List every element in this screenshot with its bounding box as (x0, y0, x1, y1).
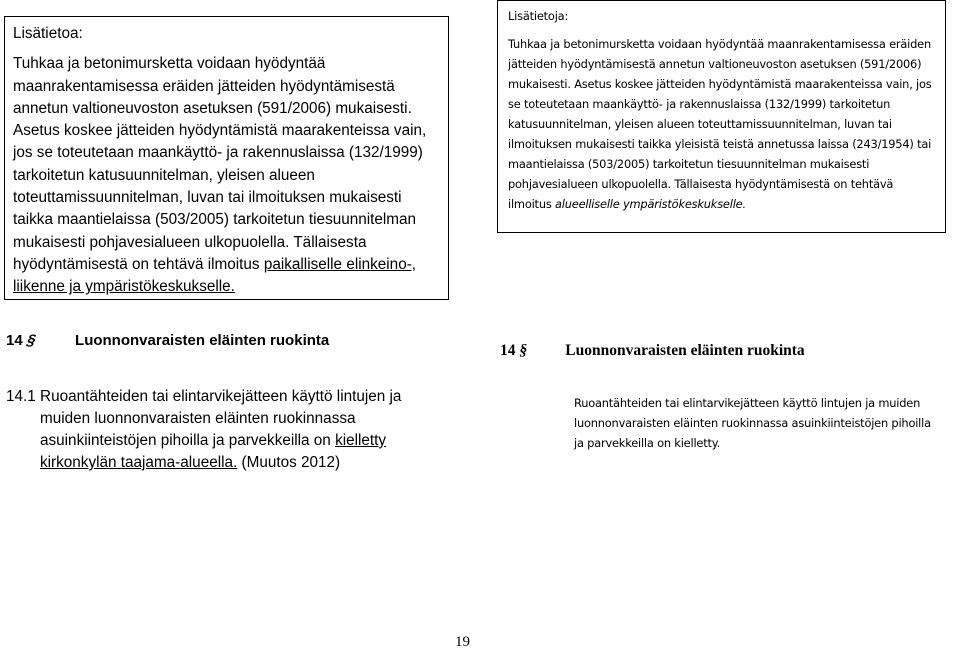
paragraph-link-area[interactable]: kirkonkylän taajama-alueella. (40, 454, 238, 471)
left-info-title: Lisätietoa: (13, 25, 83, 42)
section-number-right: 14 (500, 342, 516, 359)
paragraph-link-kielletty[interactable]: kielletty (335, 432, 387, 449)
paragraph-left (6, 386, 436, 474)
right-info-text (508, 34, 935, 214)
paragraph-line-4-text: (Muutos 2012) (237, 454, 341, 471)
section-title-left: Luonnonvaraisten eläinten ruokinta (75, 332, 330, 349)
left-info-body: Tuhkaa ja betonimursketta voidaan hyödyntää maanrakentamisessa eräiden jätteiden hyödyntämisestä annetun valtioneuvoston asetuksen (591/2006) mukaisesti. Asetus koskee jätteiden hyödyntämistä maarakenteissa vain, jos se toteutetaan maankäyttö- ja rakennuslaissa (132/1999) tarkoitetun katusuunnitelman, yleisen alueen toteuttamissuunnitelman, luvan tai ilmoituksen mukaisesti taikka maantielaissa (503/2005) tarkoitetun tiesuunnitelman mukaisesti pohjavesialueen ulkopuolella. Tällaisesta hyödyntämisestä on tehtävä ilmoitus (13, 55, 427, 273)
left-info-text (13, 53, 440, 298)
paragraph-line-4 (6, 452, 436, 474)
section-title-right: Luonnonvaraisten eläinten ruokinta (565, 342, 805, 359)
paragraph-line-1: Ruoantähteiden tai elintarvikejätteen käyttö lintujen ja (40, 388, 402, 405)
left-info-link[interactable]: paikalliselle elinkeino-, liikenne ja ympäristökeskukselle. (13, 255, 417, 296)
section-heading-right (500, 342, 805, 360)
paragraph-line-3 (6, 430, 436, 452)
section-number-left: 14 (6, 332, 23, 349)
right-info-title: Lisätietoja: (508, 9, 569, 23)
page-number: 19 (455, 634, 470, 650)
paragraph-line-2: muiden luonnonvaraisten eläinten ruokinnassa (40, 410, 356, 427)
left-info-box (4, 16, 449, 300)
section-symbol-left: § (25, 332, 37, 349)
right-info-body: Tuhkaa ja betonimursketta voidaan hyödyntää maanrakentamisessa eräiden jätteiden hyödyntämisestä annetun valtioneuvoston asetuksen (591/2006) mukaisesti. Asetus koskee jätteiden hyödyntämistä maarakenteissa vain, jos se toteutetaan maankäyttö- ja rakennuslaissa (132/1999) tarkoitetun katusuunnitelman, yleisen alueen toteuttamissuunnitelman, luvan tai ilmoituksen mukaisesti taikka yleisistä teistä annetussa laissa (243/1954) tai maantielaissa (503/2005) tarkoitetun tiesuunnitelman mukaisesti pohjavesialueen ulkopuolella. Tällaisesta hyödyntämisestä on tehtävä ilmoitus (508, 37, 932, 211)
section-symbol-right: § (519, 342, 528, 359)
paragraph-right: Ruoantähteiden tai elintarvikejätteen käyttö lintujen ja muiden luonnonvaraisten eläinten ruokinnassa asuinkiinteistöjen pihoilla ja parvekkeilla on kielletty. (574, 396, 931, 450)
right-info-box (497, 0, 946, 233)
right-info-italic: alueelliselle ympäristökeskukselle. (555, 197, 746, 211)
paragraph-number: 14.1 (6, 388, 36, 405)
section-heading-left (6, 332, 329, 349)
paragraph-line-3-text: asuinkiinteistöjen pihoilla ja parvekkeilla on (40, 432, 336, 449)
